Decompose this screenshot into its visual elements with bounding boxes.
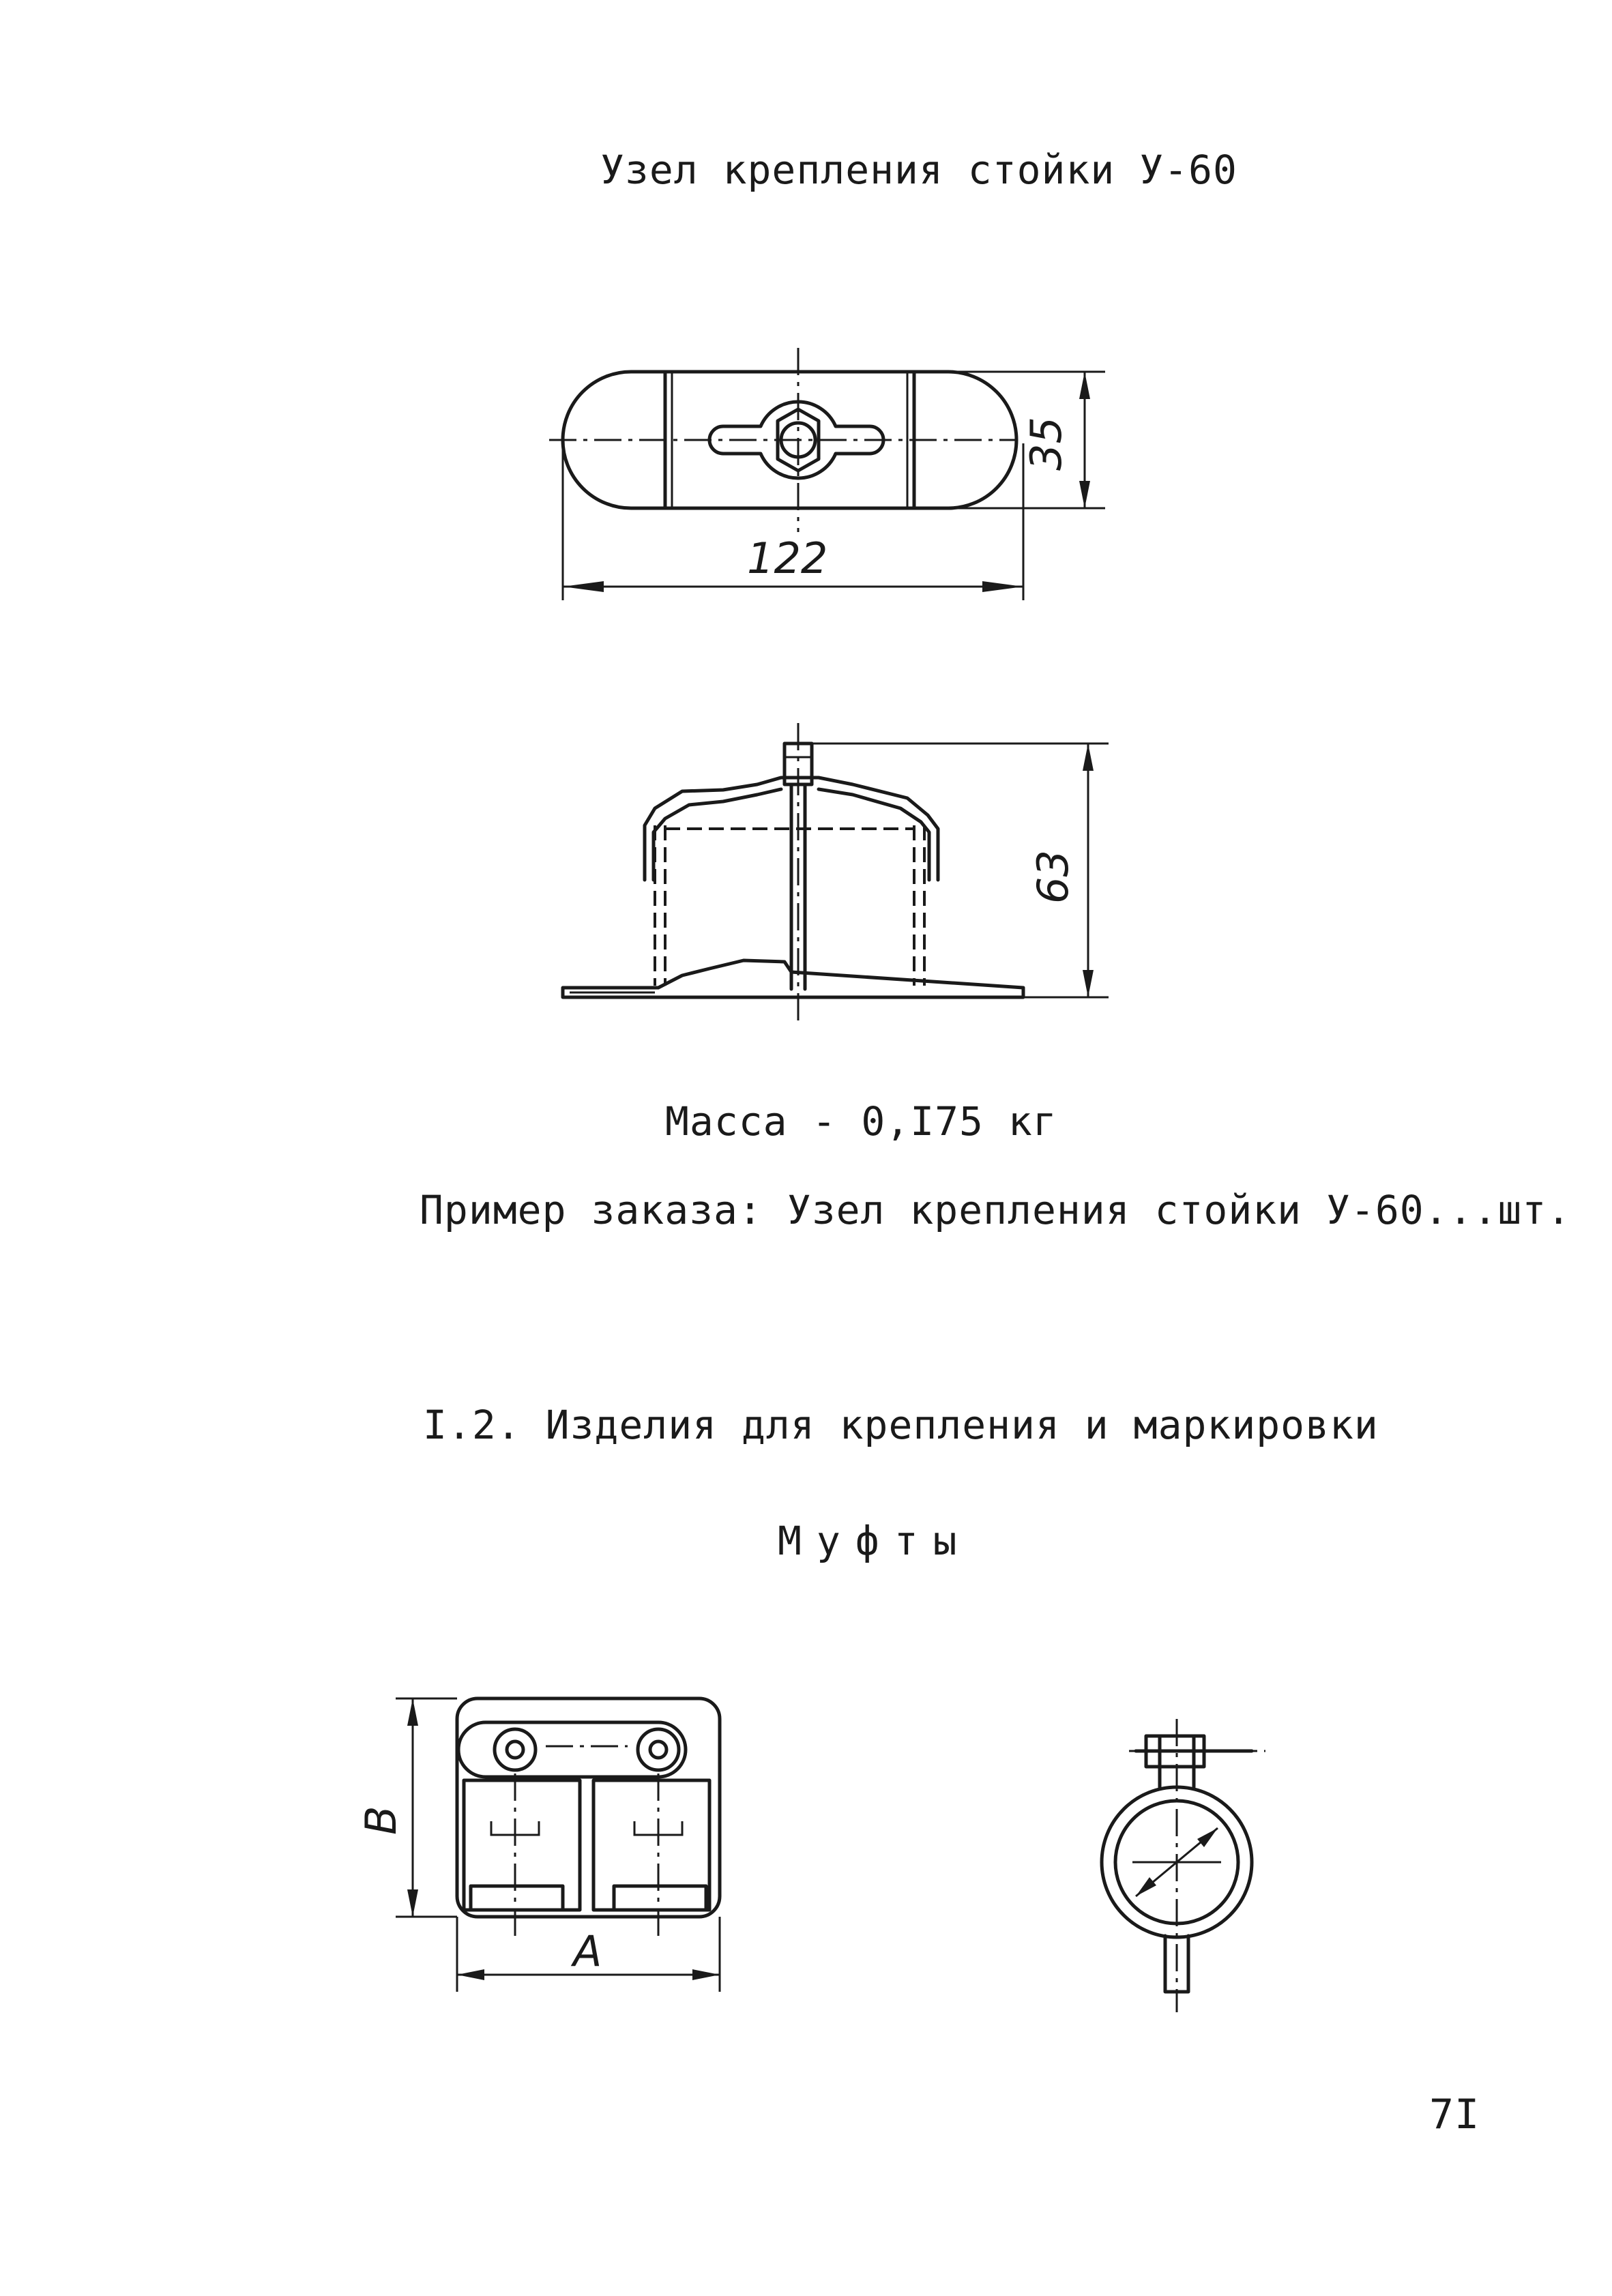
dim-a-label: A: [573, 1926, 602, 1976]
subsection-heading: Муфты: [778, 1518, 972, 1564]
mass-text: Масса - 0,I75 кг: [665, 1098, 1057, 1145]
dim-width-label: 35: [1021, 417, 1071, 471]
page-title: Узел крепления стойки У-60: [600, 147, 1237, 193]
section-heading: I.2. Изделия для крепления и маркировки: [423, 1402, 1379, 1448]
side-view-drawing: [563, 723, 1109, 1023]
dim-b-label: B: [356, 1806, 406, 1835]
coupling-side-drawing: [1102, 1719, 1265, 2012]
dim-height-label: 63: [1028, 850, 1078, 904]
coupling-front-drawing: [356, 1698, 720, 1992]
top-view-drawing: [549, 348, 1105, 600]
dim-length-label: 122: [747, 533, 828, 583]
order-example-text: Пример заказа: Узел крепления стойки У-60...шт.: [420, 1187, 1572, 1233]
page-number: 7I: [1429, 2091, 1480, 2138]
